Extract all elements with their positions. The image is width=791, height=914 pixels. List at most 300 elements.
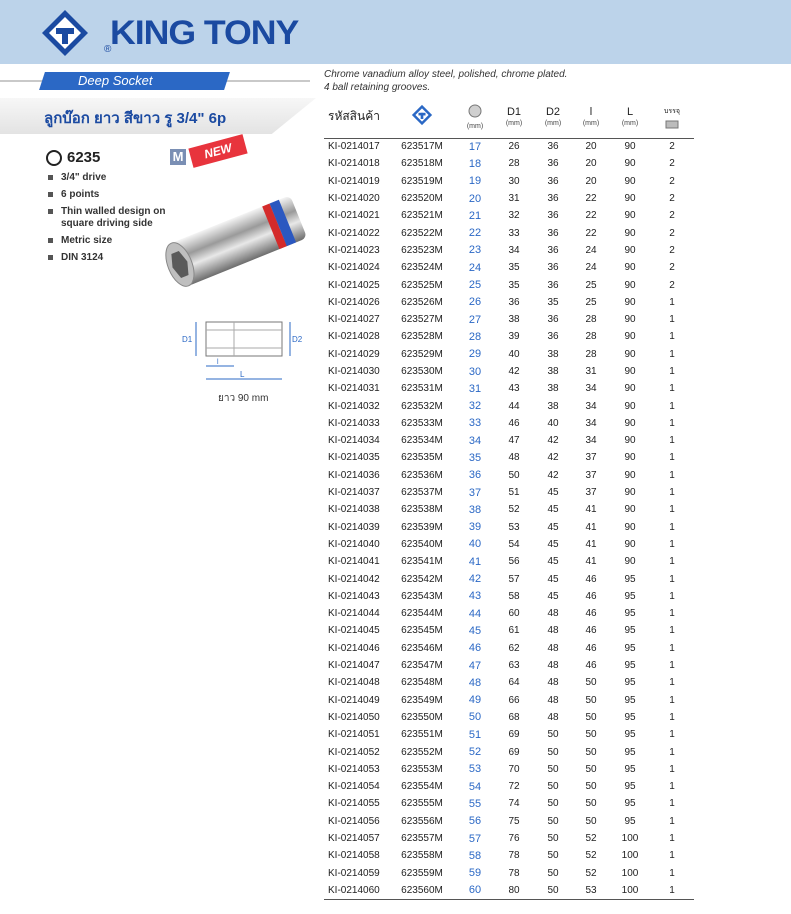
cell-part-no: 623517M [401, 141, 443, 153]
cell-d1: 53 [508, 521, 520, 533]
cell-d1: 75 [508, 815, 520, 827]
cell-sku: KI-0214037 [328, 487, 380, 499]
bullet-icon [48, 238, 53, 243]
cell-L: 95 [624, 573, 636, 585]
cell-l: 37 [585, 452, 597, 464]
cell-l: 52 [585, 833, 597, 845]
table-row [324, 847, 694, 864]
table-row [324, 432, 694, 449]
cell-size: 30 [468, 365, 482, 378]
cell-pack: 1 [669, 729, 675, 741]
cell-sku: KI-0214027 [328, 314, 380, 326]
cell-sku: KI-0214034 [328, 435, 380, 447]
cell-L: 90 [624, 279, 636, 291]
cell-part-no: 623525M [401, 279, 443, 291]
cell-d2: 36 [547, 193, 559, 205]
feature-item: 3/4" drive [48, 172, 173, 184]
cell-L: 90 [624, 331, 636, 343]
cell-part-no: 623518M [401, 158, 443, 170]
cell-sku: KI-0214025 [328, 279, 380, 291]
cell-l: 50 [585, 781, 597, 793]
cell-size: 49 [468, 694, 482, 707]
cell-L: 90 [624, 538, 636, 550]
cell-size: 25 [468, 279, 482, 292]
cell-d1: 28 [508, 158, 520, 170]
cell-d1: 46 [508, 417, 520, 429]
cell-L: 95 [624, 694, 636, 706]
cell-d2: 36 [547, 331, 559, 343]
cell-d2: 36 [547, 262, 559, 274]
cell-l: 22 [585, 210, 597, 222]
registered-mark: ® [104, 44, 112, 55]
table-row [324, 692, 694, 709]
cell-L: 95 [624, 711, 636, 723]
cell-sku: KI-0214023 [328, 244, 380, 256]
feature-item: DIN 3124 [48, 252, 173, 264]
table-row [324, 155, 694, 172]
cell-pack: 1 [669, 608, 675, 620]
cell-size: 59 [468, 867, 482, 880]
table-row [324, 864, 694, 881]
cell-part-no: 623537M [401, 487, 443, 499]
model-number [46, 149, 100, 166]
bullet-icon [48, 209, 53, 214]
cell-d2: 50 [547, 815, 559, 827]
cell-size: 58 [468, 849, 482, 862]
cell-pack: 2 [669, 244, 675, 256]
cell-part-no: 623550M [401, 711, 443, 723]
table-row [324, 484, 694, 501]
cell-sku: KI-0214053 [328, 763, 380, 775]
cell-pack: 1 [669, 711, 675, 723]
cell-part-no: 623547M [401, 660, 443, 672]
cell-pack: 1 [669, 417, 675, 429]
cell-pack: 1 [669, 798, 675, 810]
header-pack: บรรจุ [650, 96, 694, 138]
cell-l: 46 [585, 625, 597, 637]
cell-l: 46 [585, 660, 597, 672]
cell-d2: 48 [547, 677, 559, 689]
table-row [324, 207, 694, 224]
cell-L: 95 [624, 642, 636, 654]
cell-size: 28 [468, 330, 482, 343]
cell-d2: 45 [547, 521, 559, 533]
spec-table-wrapper [324, 96, 694, 900]
cell-l: 28 [585, 331, 597, 343]
cell-pack: 1 [669, 746, 675, 758]
cell-part-no: 623559M [401, 867, 443, 879]
cell-d1: 30 [508, 175, 520, 187]
cell-l: 34 [585, 417, 597, 429]
cell-size: 53 [468, 763, 482, 776]
cell-L: 95 [624, 608, 636, 620]
cell-size: 18 [468, 157, 482, 170]
cell-d2: 50 [547, 884, 559, 896]
product-description: Chrome vanadium alloy steel, polished, chrome plated. 4 ball retaining grooves. [324, 69, 568, 93]
table-row [324, 328, 694, 345]
cell-d2: 50 [547, 746, 559, 758]
table-row [324, 657, 694, 674]
cell-l: 50 [585, 729, 597, 741]
cell-pack: 2 [669, 210, 675, 222]
cell-size: 21 [468, 209, 482, 222]
cell-d2: 38 [547, 400, 559, 412]
table-row [324, 467, 694, 484]
cell-pack: 1 [669, 867, 675, 879]
header-d2: D2 (mm) [534, 96, 572, 138]
table-row [324, 311, 694, 328]
cell-d2: 45 [547, 573, 559, 585]
cell-sku: KI-0214046 [328, 642, 380, 654]
cell-d1: 69 [508, 729, 520, 741]
cell-pack: 1 [669, 763, 675, 775]
cell-part-no: 623552M [401, 746, 443, 758]
feature-list [48, 172, 173, 269]
cell-size: 46 [468, 642, 482, 655]
cell-L: 95 [624, 798, 636, 810]
cell-d2: 36 [547, 279, 559, 291]
cell-l: 22 [585, 227, 597, 239]
cell-d1: 32 [508, 210, 520, 222]
cell-l: 20 [585, 141, 597, 153]
cell-size: 29 [468, 348, 482, 361]
cell-size: 36 [468, 469, 482, 482]
cell-l: 34 [585, 435, 597, 447]
cell-size: 40 [468, 538, 482, 551]
spec-table-body [324, 138, 694, 899]
header-d1: D1 (mm) [494, 96, 534, 138]
cell-l: 50 [585, 746, 597, 758]
cell-sku: KI-0214029 [328, 348, 380, 360]
cell-d1: 72 [508, 781, 520, 793]
table-row [324, 449, 694, 466]
cell-pack: 1 [669, 660, 675, 672]
cell-l: 46 [585, 642, 597, 654]
cell-part-no: 623541M [401, 556, 443, 568]
spec-table [324, 96, 694, 899]
length-note: ยาว 90 mm [218, 393, 269, 404]
cell-pack: 2 [669, 227, 675, 239]
cell-part-no: 623540M [401, 538, 443, 550]
cell-l: 50 [585, 798, 597, 810]
cell-L: 90 [624, 400, 636, 412]
cell-d1: 66 [508, 694, 520, 706]
cell-part-no: 623535M [401, 452, 443, 464]
cell-d2: 36 [547, 141, 559, 153]
table-row [324, 224, 694, 241]
cell-d1: 63 [508, 660, 520, 672]
cell-pack: 1 [669, 348, 675, 360]
cell-d1: 51 [508, 487, 520, 499]
cell-d2: 48 [547, 608, 559, 620]
king-tony-logo-icon [40, 8, 90, 58]
cell-pack: 1 [669, 781, 675, 793]
cell-size: 33 [468, 417, 482, 430]
table-row [324, 761, 694, 778]
table-row [324, 138, 694, 155]
cell-L: 90 [624, 210, 636, 222]
cell-d2: 50 [547, 729, 559, 741]
cell-d2: 36 [547, 158, 559, 170]
cell-L: 90 [624, 417, 636, 429]
cell-part-no: 623530M [401, 366, 443, 377]
cell-L: 90 [624, 262, 636, 274]
cell-pack: 1 [669, 469, 675, 481]
cell-size: 37 [468, 486, 482, 499]
cell-part-no: 623534M [401, 435, 443, 447]
cell-L: 90 [624, 383, 636, 395]
cell-d1: 36 [508, 296, 520, 308]
cell-sku: KI-0214040 [328, 538, 380, 550]
cell-d2: 42 [547, 452, 559, 464]
cell-l: 22 [585, 193, 597, 205]
l-small-label: l [217, 359, 219, 366]
cell-size: 31 [468, 382, 482, 395]
bullet-icon [48, 255, 53, 260]
cell-pack: 2 [669, 141, 675, 153]
cell-part-no: 623536M [401, 469, 443, 481]
cell-l: 20 [585, 158, 597, 170]
cell-part-no: 623531M [401, 383, 443, 395]
cell-d1: 54 [508, 538, 520, 550]
deep-socket-image [160, 175, 320, 300]
cell-pack: 1 [669, 556, 675, 568]
cell-part-no: 623529M [401, 348, 443, 360]
table-row [324, 588, 694, 605]
table-row [324, 778, 694, 795]
cell-sku: KI-0214060 [328, 884, 380, 896]
cell-d1: 61 [508, 625, 520, 637]
cell-d2: 38 [547, 366, 559, 377]
bullet-icon [48, 192, 53, 197]
cell-size: 43 [468, 590, 482, 603]
brand-logo [40, 8, 299, 58]
cell-sku: KI-0214049 [328, 694, 380, 706]
table-row [324, 380, 694, 397]
thai-product-title: ลูกบ๊อก ยาว สีขาว รู 3/4" 6p [44, 110, 227, 127]
cell-pack: 1 [669, 314, 675, 326]
brand-name: KING TONY [110, 13, 299, 52]
cell-pack: 1 [669, 331, 675, 343]
cell-pack: 2 [669, 193, 675, 205]
page-header [0, 0, 791, 64]
table-row [324, 813, 694, 830]
cell-size: 35 [468, 451, 482, 464]
cell-pack: 1 [669, 590, 675, 602]
cell-d2: 48 [547, 625, 559, 637]
cell-size: 39 [468, 521, 482, 534]
d1-label: D1 [182, 335, 193, 344]
feature-item: 6 points [48, 189, 173, 201]
cell-sku: KI-0214055 [328, 798, 380, 810]
cell-L: 100 [621, 867, 639, 879]
cell-part-no: 623557M [401, 833, 443, 845]
cell-d1: 34 [508, 244, 520, 256]
header-l-small: l (mm) [572, 96, 610, 138]
cell-d2: 50 [547, 850, 559, 862]
cell-l: 50 [585, 694, 597, 706]
cell-d2: 38 [547, 348, 559, 360]
cell-L: 95 [624, 625, 636, 637]
cell-part-no: 623532M [401, 400, 443, 412]
cell-d2: 45 [547, 556, 559, 568]
cell-L: 90 [624, 193, 636, 205]
cell-pack: 1 [669, 487, 675, 499]
cell-l: 41 [585, 538, 597, 550]
cell-part-no: 623560M [401, 884, 443, 896]
cell-l: 37 [585, 469, 597, 481]
cell-part-no: 623548M [401, 677, 443, 689]
cell-d2: 36 [547, 210, 559, 222]
cell-part-no: 623546M [401, 642, 443, 654]
cell-L: 100 [621, 850, 639, 862]
cell-d2: 36 [547, 314, 559, 326]
cell-l: 41 [585, 504, 597, 516]
cell-size: 23 [468, 244, 482, 257]
table-row [324, 259, 694, 276]
cell-L: 95 [624, 677, 636, 689]
cell-part-no: 623519M [401, 175, 443, 187]
cell-d1: 40 [508, 348, 520, 360]
cell-pack: 1 [669, 573, 675, 585]
cell-part-no: 623544M [401, 608, 443, 620]
cell-sku: KI-0214018 [328, 158, 380, 170]
cell-size: 45 [468, 624, 482, 637]
cell-size: 56 [468, 815, 482, 828]
cell-l: 52 [585, 867, 597, 879]
cell-sku: KI-0214031 [328, 383, 380, 395]
cell-sku: KI-0214042 [328, 573, 380, 585]
cell-d1: 44 [508, 400, 520, 412]
cell-size: 51 [468, 728, 482, 741]
cell-d2: 48 [547, 660, 559, 672]
cell-L: 95 [624, 729, 636, 741]
cell-d1: 80 [508, 884, 520, 896]
cell-L: 90 [624, 158, 636, 170]
cell-l: 28 [585, 348, 597, 360]
cell-sku: KI-0214057 [328, 833, 380, 845]
cell-part-no: 623539M [401, 521, 443, 533]
category-label: Deep Socket [78, 73, 153, 88]
cell-size: 41 [468, 555, 482, 568]
cell-d1: 57 [508, 573, 520, 585]
cell-size: 55 [468, 797, 482, 810]
cell-sku: KI-0214020 [328, 193, 380, 205]
table-row [324, 674, 694, 691]
cell-part-no: 623523M [401, 244, 443, 256]
table-row [324, 640, 694, 657]
table-row [324, 242, 694, 259]
cell-d1: 39 [508, 331, 520, 343]
cell-pack: 1 [669, 400, 675, 412]
cell-d1: 52 [508, 504, 520, 516]
cell-L: 95 [624, 590, 636, 602]
cell-size: 34 [468, 434, 482, 447]
cell-sku: KI-0214028 [328, 331, 380, 343]
cell-size: 38 [468, 503, 482, 516]
cell-L: 90 [624, 435, 636, 447]
cell-l: 28 [585, 314, 597, 326]
l-big-label: L [240, 370, 245, 379]
cell-d1: 47 [508, 435, 520, 447]
bullet-icon [48, 175, 53, 180]
cell-sku: KI-0214032 [328, 400, 380, 412]
cell-d2: 42 [547, 435, 559, 447]
cell-d1: 64 [508, 677, 520, 689]
cell-size: 52 [468, 746, 482, 759]
cell-L: 90 [624, 469, 636, 481]
cell-d2: 36 [547, 244, 559, 256]
cell-part-no: 623549M [401, 694, 443, 706]
cell-L: 90 [624, 452, 636, 464]
cell-size: 44 [468, 607, 482, 620]
cell-pack: 1 [669, 642, 675, 654]
cell-d1: 74 [508, 798, 520, 810]
cell-sku: KI-0214019 [328, 175, 380, 187]
cell-pack: 2 [669, 175, 675, 187]
new-badge: NEW [188, 134, 247, 168]
cell-l: 31 [585, 366, 597, 377]
cell-sku: KI-0214033 [328, 417, 380, 429]
cell-sku: KI-0214051 [328, 729, 380, 741]
table-bottom-rule [324, 899, 694, 900]
table-row [324, 501, 694, 518]
cell-size: 19 [468, 175, 482, 188]
cell-sku: KI-0214056 [328, 815, 380, 827]
cell-l: 52 [585, 850, 597, 862]
cell-size: 54 [468, 780, 482, 793]
table-row [324, 570, 694, 587]
cell-sku: KI-0214050 [328, 711, 380, 723]
cell-l: 50 [585, 677, 597, 689]
cell-d2: 48 [547, 694, 559, 706]
cell-l: 25 [585, 279, 597, 291]
table-row [324, 553, 694, 570]
cell-l: 34 [585, 400, 597, 412]
cell-part-no: 623551M [401, 729, 443, 741]
cell-d2: 48 [547, 642, 559, 654]
cell-pack: 1 [669, 435, 675, 447]
cell-d2: 50 [547, 781, 559, 793]
table-row [324, 726, 694, 743]
cell-L: 90 [624, 487, 636, 499]
cell-d2: 50 [547, 763, 559, 775]
cell-sku: KI-0214058 [328, 850, 380, 862]
cell-pack: 2 [669, 158, 675, 170]
cell-pack: 1 [669, 452, 675, 464]
cell-L: 90 [624, 141, 636, 153]
cell-part-no: 623528M [401, 331, 443, 343]
table-row [324, 536, 694, 553]
cell-L: 90 [624, 521, 636, 533]
cell-sku: KI-0214030 [328, 366, 380, 377]
table-row [324, 190, 694, 207]
cell-d1: 48 [508, 452, 520, 464]
cell-d1: 35 [508, 279, 520, 291]
header-sku: รหัสสินค้า [324, 96, 388, 138]
cell-part-no: 623527M [401, 314, 443, 326]
table-row [324, 882, 694, 899]
cell-d1: 43 [508, 383, 520, 395]
cell-sku: KI-0214059 [328, 867, 380, 879]
cell-pack: 2 [669, 279, 675, 291]
cell-L: 90 [624, 244, 636, 256]
cell-part-no: 623556M [401, 815, 443, 827]
cell-L: 95 [624, 763, 636, 775]
header-l-big: L (mm) [610, 96, 650, 138]
cell-d2: 36 [547, 175, 559, 187]
cell-L: 90 [624, 556, 636, 568]
